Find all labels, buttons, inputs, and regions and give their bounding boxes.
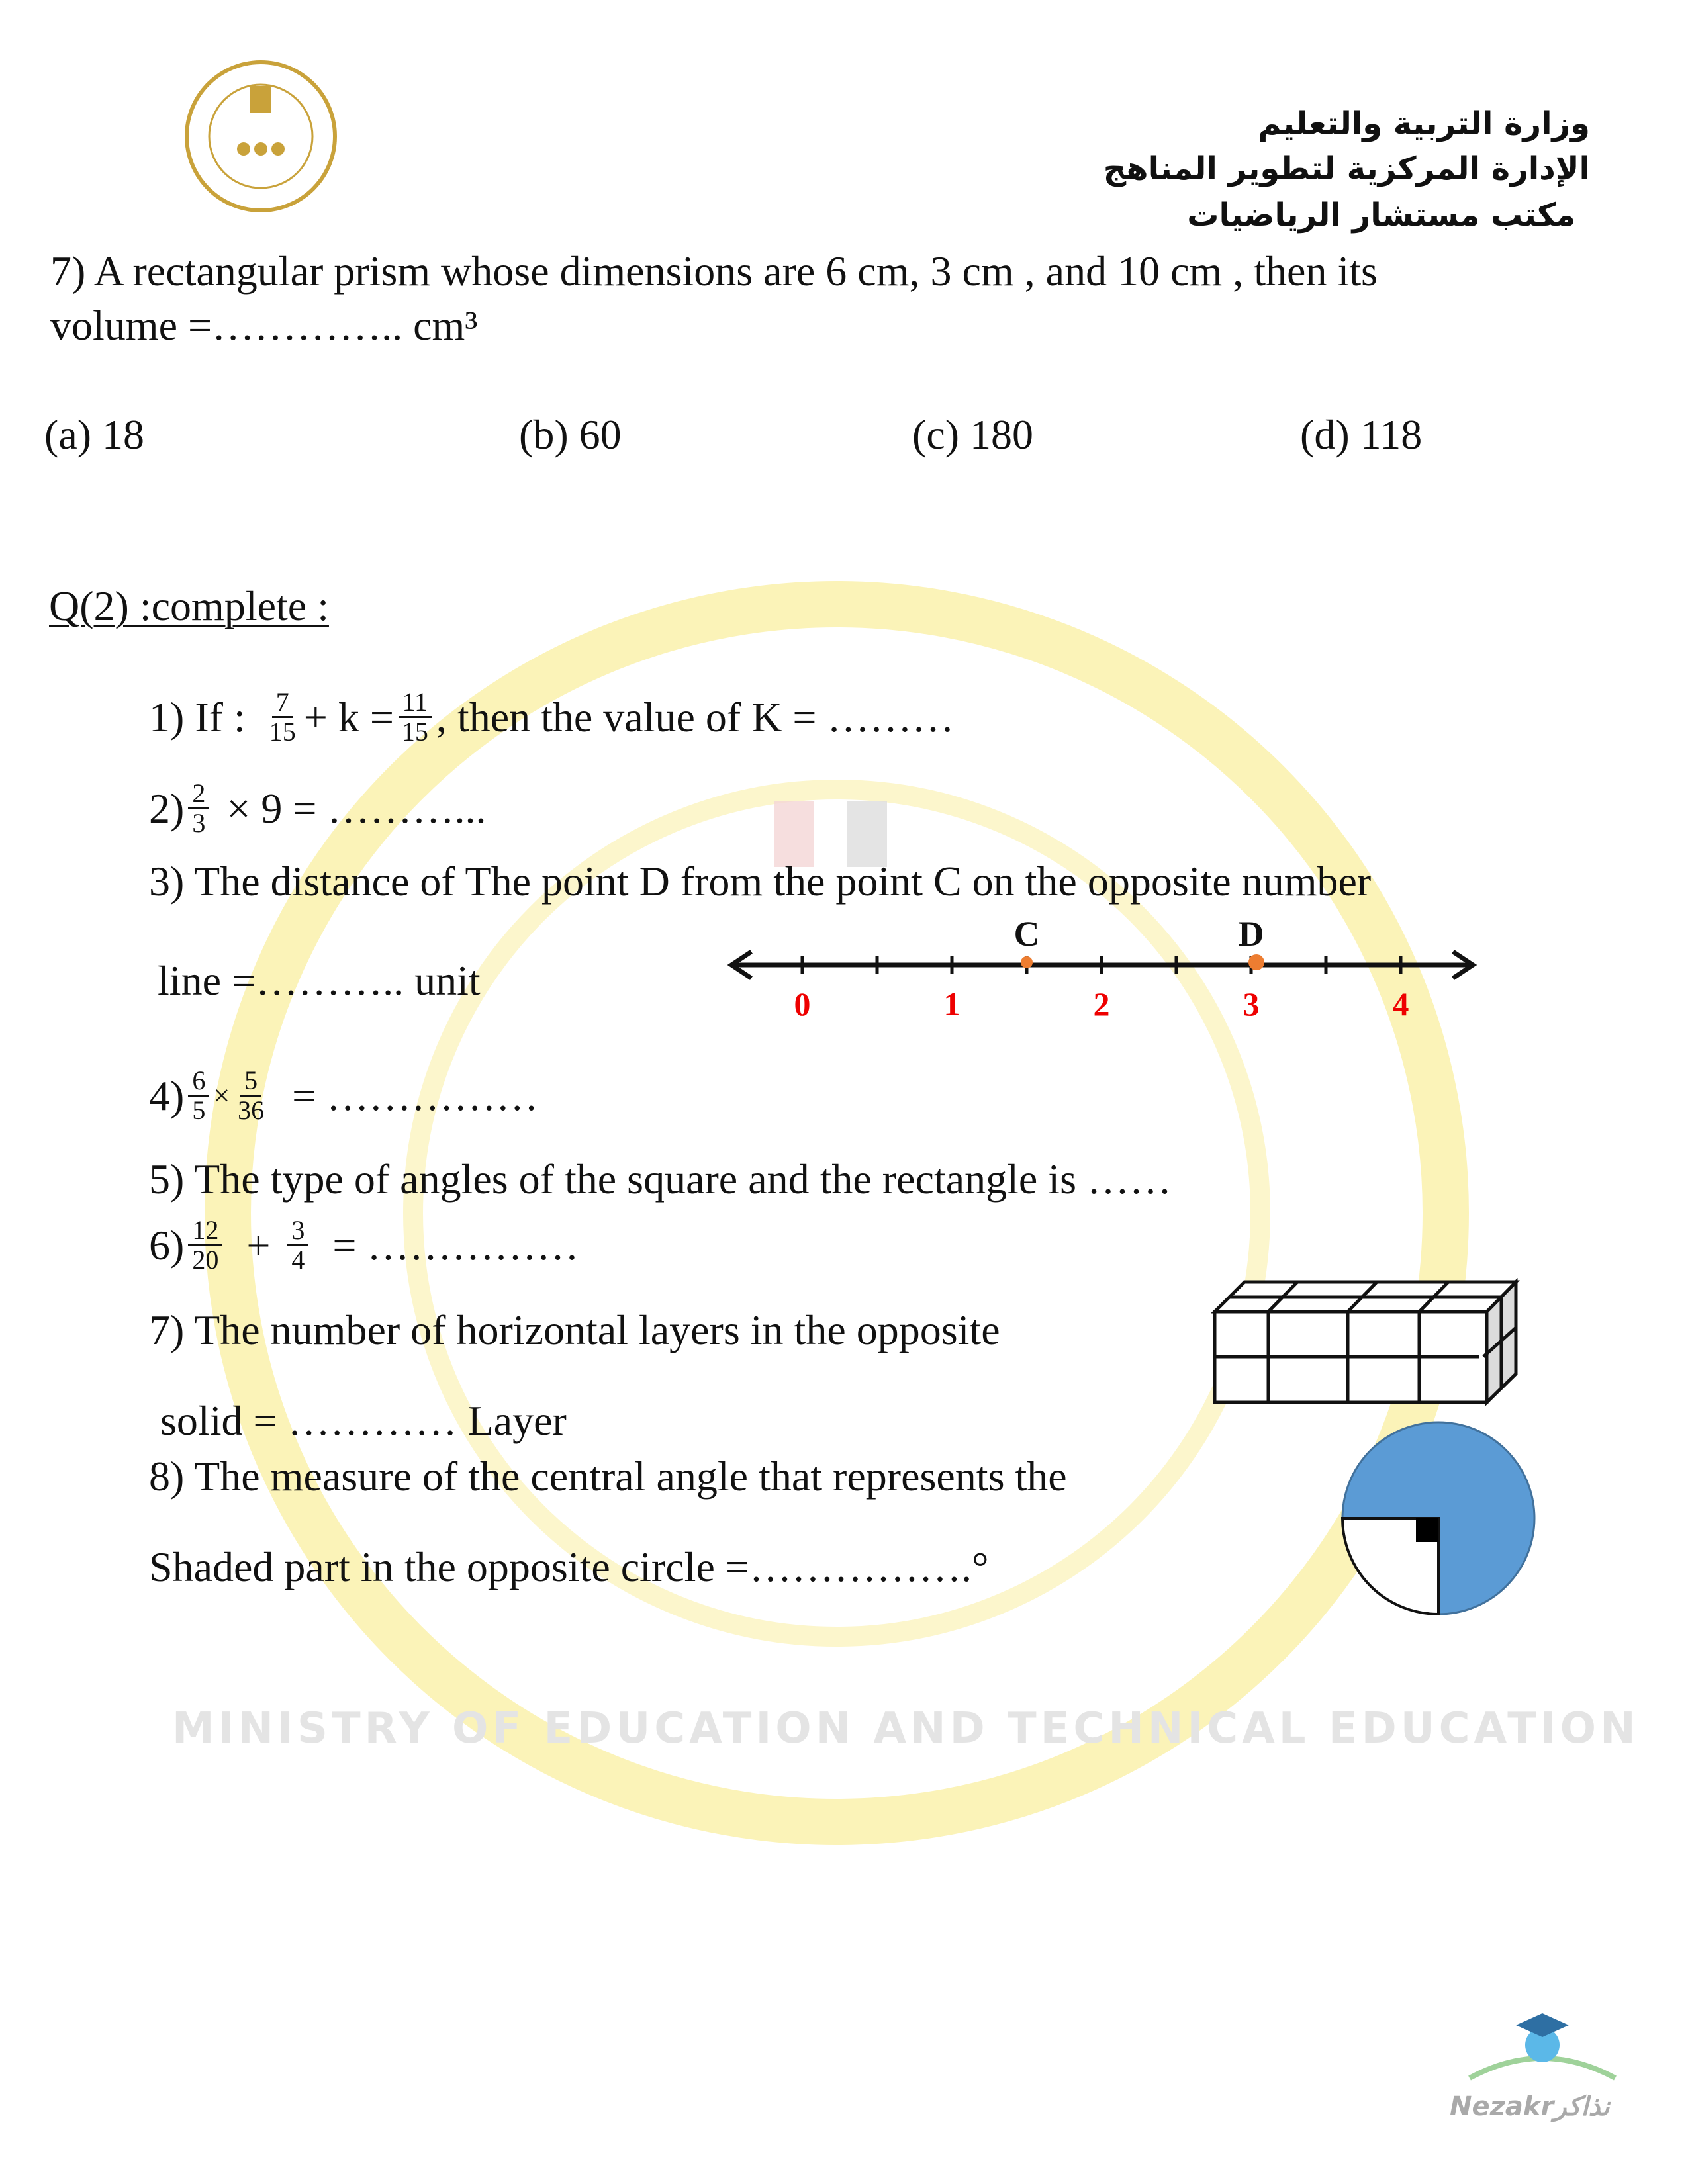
fraction-numerator: 7	[272, 688, 293, 718]
plus-sign: +	[246, 1221, 271, 1269]
header-office: مكتب مستشار الرياضيات	[1187, 197, 1575, 234]
item6-prefix: 6)	[149, 1221, 185, 1269]
point-c-label: C	[1013, 914, 1040, 954]
header-department: الإدارة المركزية لتطوير المناهج	[1103, 150, 1590, 187]
nezakr-logo	[1443, 1999, 1642, 2131]
times-sign: ×	[213, 1079, 230, 1112]
number-line-tick-label: 1	[943, 985, 961, 1023]
fraction-denominator: 15	[401, 717, 428, 747]
fraction-numerator: 5	[240, 1067, 261, 1097]
item4-suffix: = ……………	[292, 1071, 539, 1119]
number-line-tick-label: 4	[1392, 985, 1409, 1023]
item1-mid: + k =	[303, 693, 394, 741]
q7-option-b[interactable]: (b) 60	[519, 411, 622, 458]
number-line-tick-label: 0	[794, 985, 811, 1023]
right-angle-marker	[1416, 1518, 1438, 1542]
q7-option-d[interactable]: (d) 118	[1300, 411, 1423, 458]
q2-item8-line2: Shaded part in the opposite circle =…………….°	[149, 1543, 989, 1590]
q7-line2: volume =………….. cm³	[50, 302, 478, 349]
q7-option-c[interactable]: (c) 180	[912, 411, 1034, 458]
fraction-denominator: 15	[269, 717, 296, 747]
fraction-denominator: 5	[192, 1095, 206, 1125]
number-line-tick-label: 2	[1093, 985, 1110, 1023]
fraction-numerator: 3	[287, 1216, 308, 1246]
fraction-numerator: 12	[188, 1216, 222, 1246]
fraction-denominator: 20	[192, 1245, 219, 1275]
q2-item3-line2: line =……….. unit	[158, 957, 481, 1004]
fraction-numerator: 2	[188, 780, 209, 809]
q7-option-a[interactable]: (a) 18	[44, 411, 145, 458]
fraction-denominator: 36	[238, 1095, 265, 1125]
q7-line1: 7) A rectangular prism whose dimensions are 6 cm, 3 cm , and 10 cm , then its	[50, 248, 1378, 295]
point-d-label: D	[1238, 914, 1264, 954]
q2-item3-line1: 3) The distance of The point D from the point C on the opposite number	[149, 858, 1372, 905]
number-line-tick-label: 3	[1243, 985, 1260, 1023]
fraction-numerator: 6	[188, 1067, 209, 1097]
item2-prefix: 2)	[149, 784, 185, 832]
q2-item7-line1: 7) The number of horizontal layers in the opposite	[149, 1306, 1000, 1353]
q2-item7-line2: solid = ………… Layer	[160, 1397, 567, 1444]
q2-item8-line1: 8) The measure of the central angle that represents the	[149, 1453, 1067, 1500]
header-ministry: وزارة التربية والتعليم	[1258, 105, 1590, 142]
q2-item5: 5) The type of angles of the square and the rectangle is ……	[149, 1156, 1172, 1203]
fraction-denominator: 3	[192, 808, 206, 838]
watermark-text: MINISTRY OF EDUCATION AND TECHNICAL EDUCATION	[172, 1704, 1640, 1753]
q2-title: Q(2) :complete :	[49, 582, 329, 629]
item4-prefix: 4)	[149, 1071, 185, 1119]
fraction-numerator: 11	[399, 688, 432, 718]
item6-suffix: = ……………	[332, 1221, 579, 1269]
item1-prefix: 1) If :	[149, 693, 246, 741]
item1-suffix: , then the value of K = ………	[436, 693, 955, 741]
nezakr-logo-text: Nezakrنذاكر	[1450, 2091, 1610, 2122]
fraction-denominator: 4	[291, 1245, 305, 1275]
item2-suffix: × 9 = ………...	[226, 784, 487, 832]
